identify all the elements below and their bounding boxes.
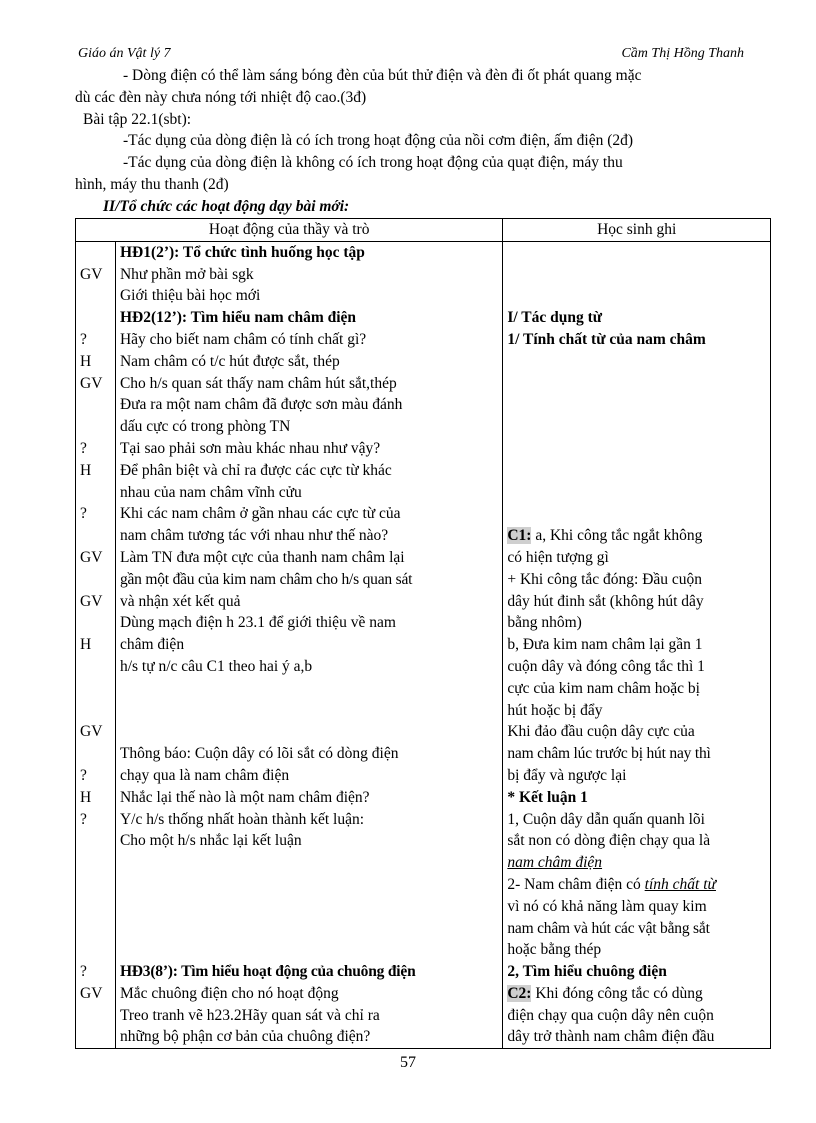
activity-31 [120, 918, 498, 940]
role-17 [80, 612, 111, 634]
activity-12: Khi các nam châm ở gần nhau các cực từ của [119, 505, 401, 523]
note-c2-line2: điện chạy qua cuộn dây nên cuộn [507, 1006, 714, 1024]
role-10: H [80, 461, 92, 479]
role-11 [80, 482, 111, 504]
activity-24: chạy qua là nam châm điện [119, 766, 290, 784]
role-2 [80, 285, 111, 307]
intro-p4b: hình, máy thu thanh (2đ) [75, 175, 229, 193]
role-19 [80, 656, 111, 678]
role-34: GV [80, 984, 103, 1002]
role-21 [80, 700, 111, 722]
header-left: Giáo án Vật lý 7 [78, 46, 171, 61]
activity-10: Để phân biệt và chỉ ra được các cực từ khác [119, 461, 392, 479]
role-31 [80, 918, 111, 940]
activity-20 [120, 678, 498, 700]
activity-11: nhau của nam châm vĩnh cửu [119, 483, 302, 501]
note-kl1-b: sắt non có dòng điện chạy qua là [507, 832, 711, 850]
role-13 [80, 525, 111, 547]
page-header [78, 46, 744, 66]
role-20 [80, 678, 111, 700]
activity-0: HĐ1(2’): Tổ chức tình huống học tập [119, 243, 365, 261]
activities-column [115, 241, 502, 1048]
role-32 [80, 939, 111, 961]
activity-36: những bộ phận cơ bản của chuông điện? [119, 1028, 371, 1046]
notes-column [503, 241, 771, 1048]
note-c1-line4: dây hút đinh sắt (không hút dây [507, 592, 704, 610]
role-16: GV [80, 592, 103, 610]
note-kl2-d: hoặc bằng thép [507, 941, 602, 959]
activity-16: và nhận xét kết quả [119, 592, 241, 610]
activity-32 [120, 939, 498, 961]
note-c1-line1: C1: a, Khi công tắc ngắt không [507, 527, 703, 545]
activity-19: h/s tự n/c câu C1 theo hai ý a,b [119, 657, 313, 675]
activity-17: Dùng mạch điện h 23.1 để giới thiệu về nam [119, 614, 396, 632]
activity-27: Cho một h/s nhắc lại kết luận [119, 832, 302, 850]
role-26: ? [80, 810, 87, 828]
role-5: H [80, 352, 92, 370]
activity-28 [120, 852, 498, 874]
note-c1-line6: b, Đưa kim nam châm lại gần 1 [507, 636, 703, 654]
note-c1-line8: cực của kim nam châm hoặc bị [507, 679, 700, 697]
header-notes: Học sinh ghi [503, 219, 771, 242]
header-right: Cầm Thị Hồng Thanh [621, 46, 744, 61]
activity-2: Giới thiệu bài học mới [119, 287, 261, 305]
role-8 [80, 416, 111, 438]
activity-6: Cho h/s quan sát thấy nam châm hút sắt,thép [119, 374, 397, 392]
intro-p2: Bài tập 22.1(sbt): [83, 110, 192, 128]
note-kl2-b: vì nó có khả năng làm quay kim [507, 897, 707, 915]
note-c1-line11: nam châm lúc trước bị hút nay thì [507, 745, 711, 763]
activity-14: Làm TN đưa một cực của thanh nam châm lại [119, 548, 405, 566]
role-35 [80, 1005, 111, 1027]
activity-29 [120, 874, 498, 896]
role-33: ? [80, 963, 87, 981]
role-14: GV [80, 548, 103, 566]
activity-33: HĐ3(8’): Tìm hiểu hoạt động của chuông điện [119, 963, 416, 981]
activity-13: nam châm tương tác với nhau như thế nào? [119, 527, 389, 545]
role-12: ? [80, 505, 87, 523]
note-c1-line2: có hiện tượng gì [507, 548, 609, 566]
note-kl2-a: 2- Nam châm điện có tính chất từ [507, 875, 716, 893]
role-22: GV [80, 723, 103, 741]
role-7 [80, 394, 111, 416]
activity-3: HĐ2(12’): Tìm hiểu nam châm điện [119, 309, 357, 327]
lesson-table [75, 218, 771, 1049]
c1-label: C1: [507, 527, 532, 545]
activity-18: châm điện [119, 636, 185, 654]
role-3 [80, 307, 111, 329]
note-subsection-1: 1/ Tính chất từ của nam châm [507, 330, 706, 348]
role-23 [80, 743, 111, 765]
role-1: GV [80, 265, 103, 283]
note-c2-line1: C2: Khi đóng công tắc có dùng [507, 984, 703, 1002]
note-c1-line12: bị đẩy và ngược lại [507, 766, 627, 784]
intro-p1b: dù các đèn này chưa nóng tới nhiệt độ cao.(3đ) [75, 88, 367, 106]
activity-7: Đưa ra một nam châm đã được sơn màu đánh [119, 396, 403, 414]
activity-5: Nam châm có t/c hút được sắt, thép [119, 352, 340, 370]
role-29 [80, 874, 111, 896]
role-6: GV [80, 374, 103, 392]
intro-p1a: - Dòng điện có thể làm sáng bóng đèn của bút thử điện và đèn đi ốt phát quang mặc [123, 67, 642, 84]
activity-22 [120, 721, 498, 743]
note-c2-line3: dây trở thành nam châm điện đầu [507, 1028, 715, 1046]
activity-15: gần một đầu của kim nam châm cho h/s quan sát [119, 570, 413, 588]
role-4: ? [80, 330, 87, 348]
role-9: ? [80, 439, 87, 457]
role-24: ? [80, 766, 87, 784]
note-kl2-c: nam châm và hút các vật bằng sắt [507, 919, 710, 937]
section-heading: II/Tổ chức các hoạt động dạy bài mới: [103, 197, 350, 215]
note-c1-line10: Khi đảo đầu cuộn dây cực của [507, 723, 695, 741]
c2-label: C2: [507, 984, 532, 1002]
page-number: 57 [400, 1054, 416, 1071]
intro-p4a: -Tác dụng của dòng điện là không có ích trong hoạt động của quạt điện, máy thu [123, 154, 623, 172]
roles-column [76, 241, 116, 1048]
role-25: H [80, 788, 92, 806]
role-27 [80, 830, 111, 852]
activity-25: Nhắc lại thế nào là một nam châm điện? [119, 788, 370, 806]
note-section-1: I/ Tác dụng từ [507, 309, 603, 327]
activity-26: Y/c h/s thống nhất hoàn thành kết luận: [119, 810, 365, 828]
note-c1-line9: hút hoặc bị đẩy [507, 701, 603, 719]
note-kl1-c: nam châm điện [507, 854, 603, 872]
note-c1-line7: cuộn dây và đóng công tắc thì 1 [507, 657, 705, 675]
note-kl1-a: 1, Cuộn dây dẫn quấn quanh lõi [507, 810, 705, 828]
role-30 [80, 896, 111, 918]
activity-35: Treo tranh vẽ h23.2Hãy quan sát và chỉ ra [119, 1006, 380, 1024]
role-0 [80, 242, 111, 264]
header-activity: Hoạt động của thầy và trò [76, 219, 503, 242]
activity-21 [120, 700, 498, 722]
activity-30 [120, 896, 498, 918]
activity-34: Mắc chuông điện cho nó hoạt động [119, 984, 339, 1002]
note-c1-line3: + Khi công tắc đóng: Đầu cuộn [507, 570, 703, 588]
intro-p3: -Tác dụng của dòng điện là có ích trong hoạt động của nồi cơm điện, ấm điện (2đ) [123, 132, 634, 150]
note-conclusion-title: * Kết luận 1 [507, 788, 588, 806]
role-18: H [80, 636, 92, 654]
note-section-2: 2, Tìm hiểu chuông điện [507, 963, 667, 981]
role-28 [80, 852, 111, 874]
activity-1: Như phần mở bài sgk [119, 265, 254, 283]
intro-text [75, 65, 743, 218]
activity-9: Tại sao phải sơn màu khác nhau như vậy? [119, 439, 381, 457]
activity-4: Hãy cho biết nam châm có tính chất gì? [119, 330, 367, 348]
activity-23: Thông báo: Cuộn dây có lõi sắt có dòng điện [119, 745, 399, 763]
note-c1-line5: bằng nhôm) [507, 614, 582, 632]
activity-8: dấu cực có trong phòng TN [119, 418, 291, 436]
role-15 [80, 569, 111, 591]
